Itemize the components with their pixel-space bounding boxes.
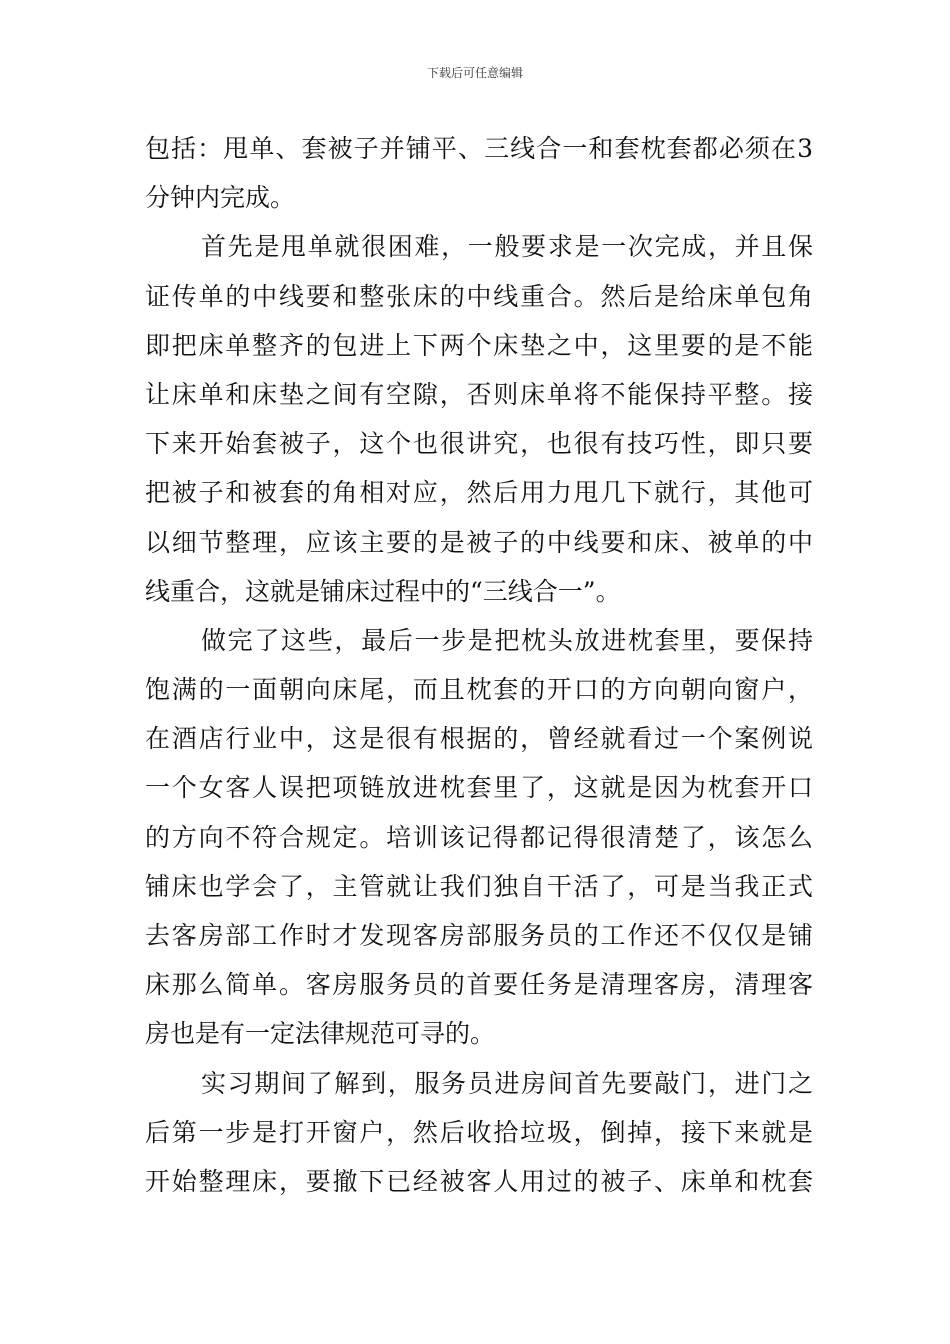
text-line: 包括：甩单、套被子并铺平、三线合一和套枕套都必须在3 bbox=[145, 134, 813, 163]
text-line: 开始整理床，要撤下已经被客人用过的被子、床单和枕套 bbox=[145, 1166, 813, 1196]
text-line: 一个女客人误把项链放进枕套里了，这就是因为枕套开口 bbox=[145, 773, 813, 803]
text-line: 分钟内完成。 bbox=[145, 183, 296, 213]
text-line: 线重合，这就是铺床过程中的“三线合一”。 bbox=[145, 576, 621, 606]
text-line: 饱满的一面朝向床尾，而且枕套的开口的方向朝向窗户， bbox=[145, 675, 813, 705]
text-line: 铺床也学会了，主管就让我们独自干活了，可是当我正式 bbox=[145, 871, 813, 901]
text-line: 证传单的中线要和整张床的中线重合。然后是给床单包角 bbox=[145, 281, 813, 311]
body-text bbox=[145, 124, 813, 1206]
text-line: 实习期间了解到，服务员进房间首先要敲门，进门之 bbox=[201, 1068, 813, 1098]
page-header: 下载后可任意编辑 bbox=[426, 66, 523, 80]
text-line: 房也是有一定法律规范可寻的。 bbox=[145, 1019, 496, 1049]
text-line: 后第一步是打开窗户，然后收拾垃圾，倒掉，接下来就是 bbox=[145, 1117, 813, 1147]
text-line: 床那么简单。客房服务员的首要任务是清理客房，清理客 bbox=[145, 970, 813, 1000]
text-line: 在酒店行业中，这是很有根据的，曾经就看过一个案例说 bbox=[145, 724, 813, 754]
text-line: 以细节整理，应该主要的是被子的中线要和床、被单的中 bbox=[145, 527, 813, 557]
text-line: 首先是甩单就很困难，一般要求是一次完成，并且保 bbox=[201, 232, 813, 262]
text-line: 让床单和床垫之间有空隙，否则床单将不能保持平整。接 bbox=[145, 379, 813, 409]
text-line: 把被子和被套的角相对应，然后用力甩几下就行，其他可 bbox=[145, 478, 813, 508]
text-line: 去客房部工作时才发现客房部服务员的工作还不仅仅是铺 bbox=[145, 921, 813, 950]
text-line: 即把床单整齐的包进上下两个床垫之中，这里要的是不能 bbox=[145, 330, 813, 360]
text-line: 的方向不符合规定。培训该记得都记得很清楚了，该怎么 bbox=[145, 822, 813, 852]
text-line: 做完了这些，最后一步是把枕头放进枕套里，要保持 bbox=[201, 625, 813, 655]
text-line: 下来开始套被子，这个也很讲究，也很有技巧性，即只要 bbox=[145, 429, 813, 459]
